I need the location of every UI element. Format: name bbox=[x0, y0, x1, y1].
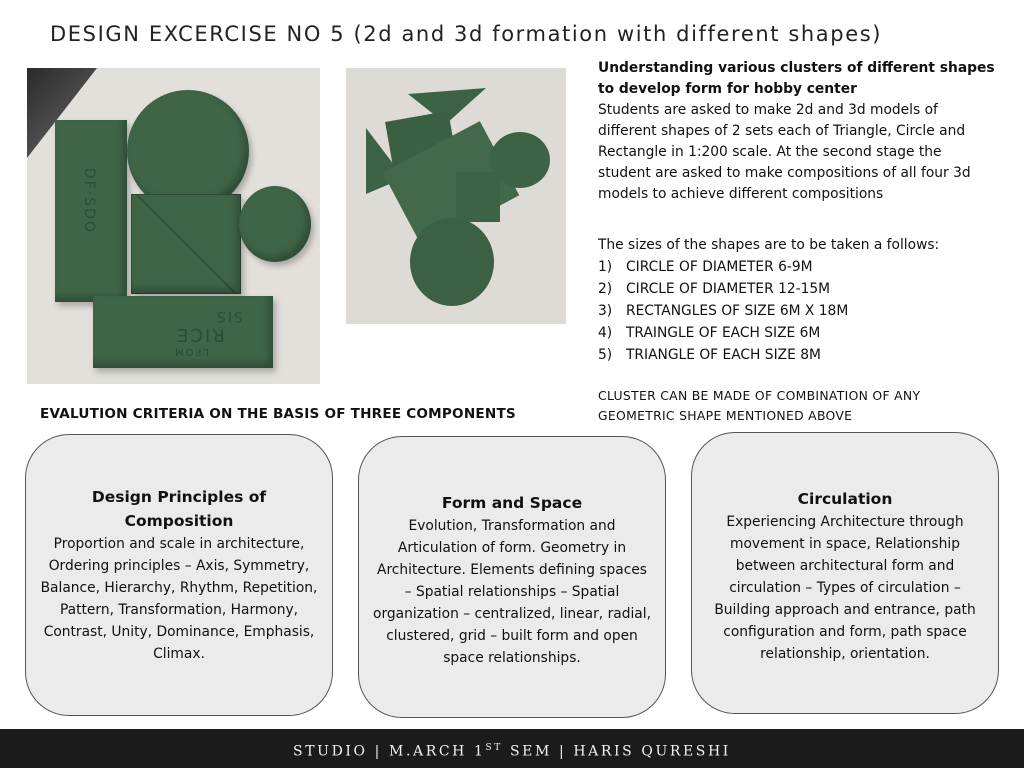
cluster-note: CLUSTER CAN BE MADE OF COMBINATION OF ANY GEOMETRIC SHAPE MENTIONED ABOVE bbox=[598, 388, 921, 423]
model-photo-2 bbox=[346, 68, 566, 324]
cluster-model-drawing bbox=[346, 68, 566, 324]
foam-stamp-2: RICE bbox=[175, 324, 225, 345]
criteria-card-form-space bbox=[358, 436, 666, 718]
list-item: 1) CIRCLE OF DIAMETER 6-9M bbox=[598, 259, 813, 275]
card-title: Form and Space bbox=[441, 494, 583, 512]
list-item: 2) CIRCLE OF DIAMETER 12-15M bbox=[598, 281, 831, 297]
foam-side-text: DF·SDO bbox=[81, 168, 97, 234]
foam-stamp-1: SIS bbox=[215, 308, 243, 324]
description-body: Students are asked to make 2d and 3d models of different shapes of 2 sets each of Triangle, Circle and Rectangle in 1:200 scale. At the second stage the student are asked to make compositions of all four 3d models to achieve different compositions bbox=[598, 102, 971, 202]
card-body: Proportion and scale in architecture, Ordering principles – Axis, Symmetry, Balance, Hierarchy, Rhythm, Repetition, Pattern, Transformation, Harmony, Contrast, Unity, Dominance, Emphasis, Climax. bbox=[40, 536, 318, 662]
sizes-list bbox=[598, 256, 998, 366]
card-body: Evolution, Transformation and Articulation of form. Geometry in Architecture. Elements defining spaces – Spatial relationships – Spatial organization – centralized, linear, radial, clustered, grid – built form and open space relationships. bbox=[373, 518, 651, 666]
model-photo-1 bbox=[27, 68, 320, 384]
card-title: Circulation bbox=[797, 490, 893, 508]
list-item: 4) TRAINGLE OF EACH SIZE 6M bbox=[598, 325, 821, 341]
page-title: DESIGN EXCERCISE NO 5 (2d and 3d formation with different shapes) bbox=[50, 22, 883, 46]
criteria-card-circulation bbox=[691, 432, 999, 714]
footer-text-1: STUDIO | M.ARCH 1 bbox=[293, 743, 486, 760]
footer-sup: ST bbox=[485, 743, 503, 753]
exercise-description bbox=[598, 58, 998, 205]
foam-stamp-3: LFOM bbox=[173, 346, 209, 357]
list-item: 3) RECTANGLES OF SIZE 6M X 18M bbox=[598, 303, 849, 319]
sizes-intro: The sizes of the shapes are to be taken a follows: bbox=[598, 237, 940, 253]
shape-sizes bbox=[598, 234, 998, 366]
list-item: 5) TRIANGLE OF EACH SIZE 8M bbox=[598, 347, 821, 363]
description-heading: Understanding various clusters of different shapes to develop form for hobby center bbox=[598, 60, 995, 97]
evaluation-heading: EVALUTION CRITERIA ON THE BASIS OF THREE COMPONENTS bbox=[40, 406, 516, 422]
footer-bar bbox=[0, 729, 1024, 768]
footer-text-2: SEM | HARIS QURESHI bbox=[502, 743, 731, 760]
card-body: Experiencing Architecture through movement in space, Relationship between architectural form and circulation – Types of circulation – Building approach and entrance, path configuration and form, path space relationship, orientation. bbox=[714, 514, 976, 662]
card-title: Design Principles of Composition bbox=[91, 488, 267, 530]
criteria-card-composition bbox=[25, 434, 333, 716]
